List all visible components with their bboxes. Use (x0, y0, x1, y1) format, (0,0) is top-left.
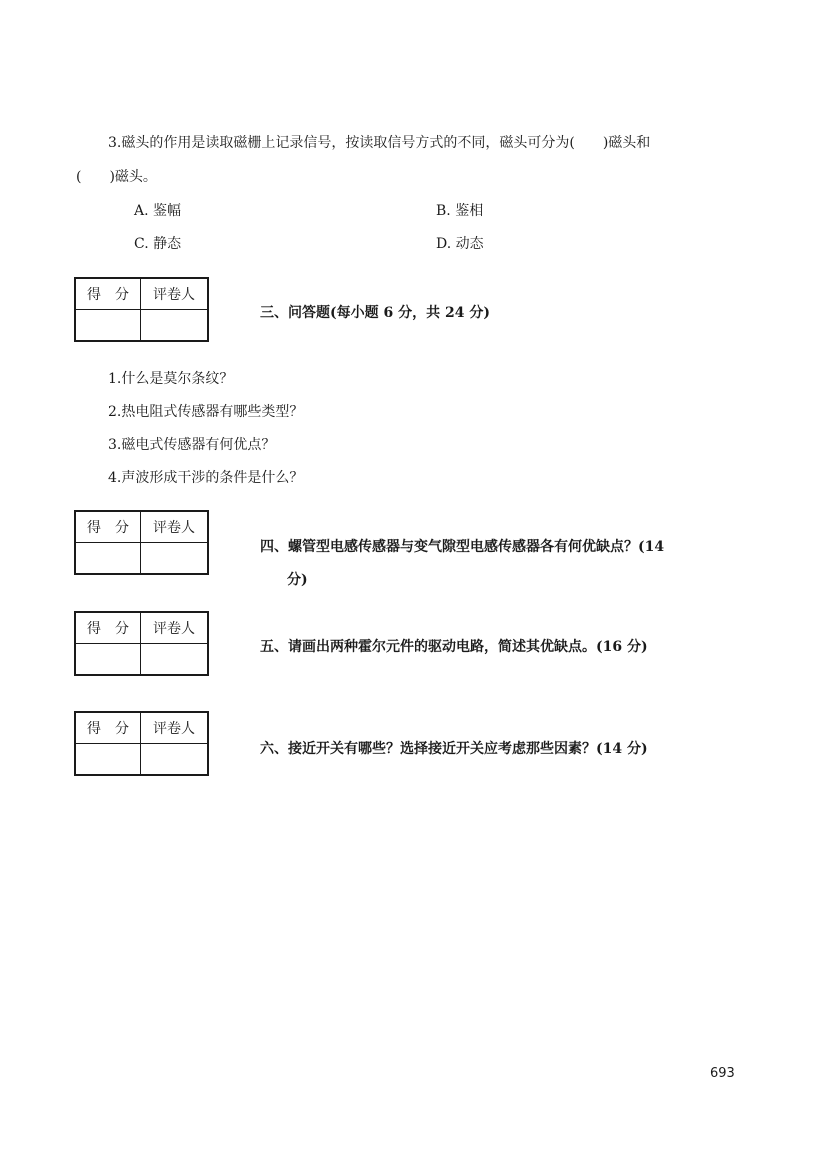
q3-option-c: C. 静态 (134, 236, 182, 252)
q3-option-a: A. 鉴幅 (134, 203, 182, 219)
section4-title-line1: 四、螺管型电感传感器与变气隙型电感传感器各有何优缺点？(14 (260, 539, 665, 555)
score-cell (75, 744, 141, 776)
grader-cell (141, 310, 209, 342)
grader-cell (141, 744, 209, 776)
score-table-section5 (74, 611, 209, 676)
score-cell (75, 543, 141, 575)
section3-question-1: 1.什么是莫尔条纹？ (108, 371, 234, 387)
section3-question-3: 3.磁电式传感器有何优点？ (108, 437, 276, 453)
grader-label: 评卷人 (141, 511, 209, 543)
score-label: 得 分 (75, 511, 141, 543)
score-cell (75, 310, 141, 342)
section4-title-line2: 分) (287, 572, 308, 588)
section3-question-2: 2.热电阻式传感器有哪些类型？ (108, 404, 304, 420)
section3-title: 三、问答题(每小题 6 分，共 24 分) (260, 305, 490, 321)
score-label: 得 分 (75, 712, 141, 744)
grader-label: 评卷人 (141, 612, 209, 644)
section6-title: 六、接近开关有哪些？选择接近开关应考虑那些因素？(14 分) (260, 741, 648, 757)
score-cell (75, 644, 141, 676)
grader-cell (141, 543, 209, 575)
score-label: 得 分 (75, 612, 141, 644)
section3-question-4: 4.声波形成干涉的条件是什么？ (108, 470, 304, 486)
score-table-section6 (74, 711, 209, 776)
score-label: 得 分 (75, 278, 141, 310)
q3-stem-line1: 3.磁头的作用是读取磁栅上记录信号，按读取信号方式的不同，磁头可分为( )磁头和 (108, 135, 651, 151)
grader-label: 评卷人 (141, 712, 209, 744)
score-table-section3 (74, 277, 209, 342)
q3-option-b: B. 鉴相 (436, 203, 484, 219)
section5-title: 五、请画出两种霍尔元件的驱动电路，简述其优缺点。(16 分) (260, 639, 648, 655)
q3-option-d: D. 动态 (436, 236, 484, 252)
grader-label: 评卷人 (141, 278, 209, 310)
score-table-section4 (74, 510, 209, 575)
grader-cell (141, 644, 209, 676)
q3-stem-line2: ( )磁头。 (76, 169, 157, 185)
page-number: 693 (710, 1066, 735, 1081)
